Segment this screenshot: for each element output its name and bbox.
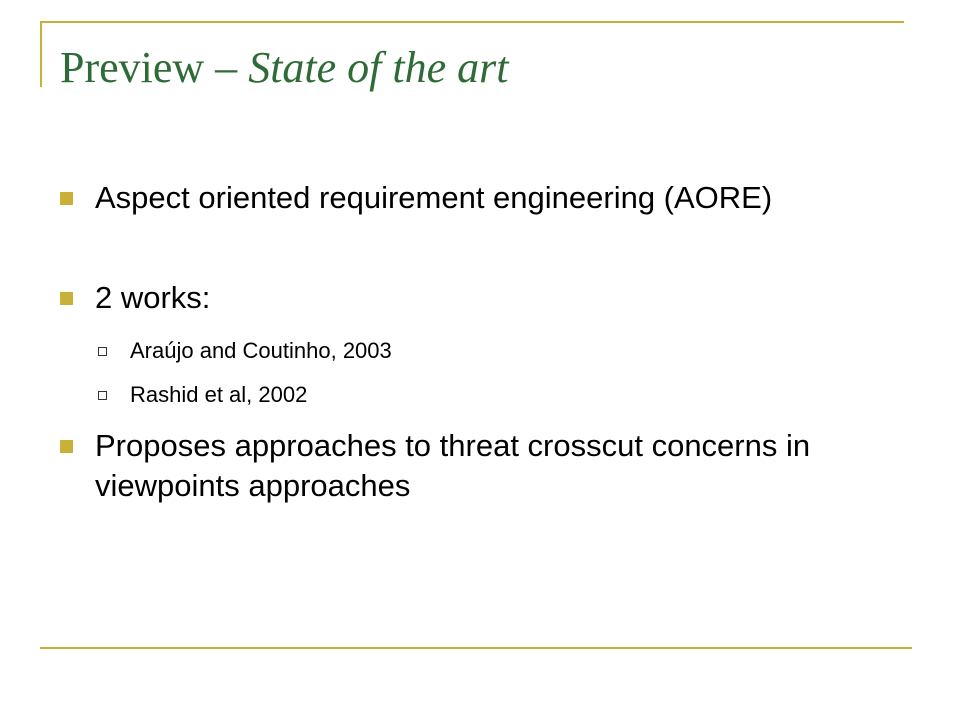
sub-bullet-text: Araújo and Coutinho, 2003: [130, 338, 392, 363]
bullet-item: [95, 426, 815, 506]
bullet-item: [95, 278, 815, 318]
bottom-rule: [40, 647, 912, 649]
sub-bullet-text: Rashid et al, 2002: [130, 382, 308, 407]
bullet-item: [95, 178, 815, 218]
square-bullet-icon: [60, 440, 73, 453]
bullet-text: 2 works:: [95, 280, 211, 315]
sub-bullet-item: [130, 337, 770, 365]
sub-bullet-item: [130, 381, 770, 409]
title-italic: State of the art: [248, 43, 509, 92]
title-main: Preview –: [60, 43, 249, 92]
bullet-text: Proposes approaches to threat crosscut concerns in viewpoints approaches: [95, 428, 811, 503]
square-bullet-icon: [60, 292, 73, 305]
hollow-square-bullet-icon: [98, 347, 107, 356]
square-bullet-icon: [60, 192, 73, 205]
hollow-square-bullet-icon: [98, 391, 107, 400]
bullet-text: Aspect oriented requirement engineering (AORE): [95, 180, 773, 215]
